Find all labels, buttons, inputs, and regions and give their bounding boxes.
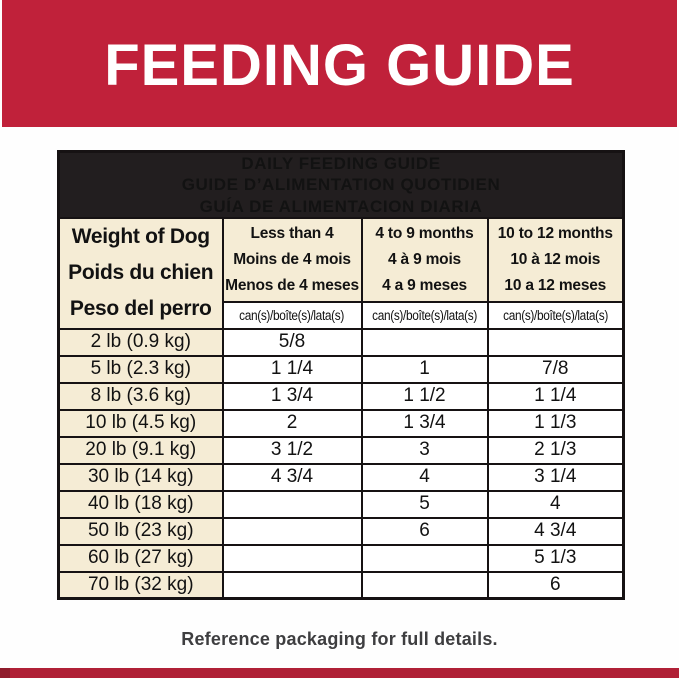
col0-line-es: Menos de 4 meses (225, 276, 359, 294)
weight-cell: 20 lb (9.1 kg) (59, 437, 223, 464)
unit-cell-col2 (488, 302, 624, 329)
table-title-es: GUÍA DE ALIMENTACION DIARIA (199, 196, 483, 216)
col2-line-fr: 10 à 12 mois (510, 250, 601, 268)
weight-cell: 30 lb (14 kg) (59, 464, 223, 491)
weight-cell: 2 lb (0.9 kg) (59, 329, 223, 356)
amount-cell: 1 1/4 (223, 356, 362, 383)
table-title-row (59, 152, 624, 218)
amount-cell: 4 (362, 464, 488, 491)
col0-line-en: Less than 4 (250, 225, 334, 243)
col1-line-fr: 4 à 9 mois (388, 250, 461, 268)
amount-cell (362, 329, 488, 356)
col2-line-es: 10 a 12 meses (504, 276, 607, 294)
table-title-en: DAILY FEEDING GUIDE (241, 154, 441, 173)
amount-cell: 6 (362, 518, 488, 545)
unit-label: can(s)/boîte(s)/lata(s) (239, 307, 345, 323)
feeding-guide-banner (2, 0, 677, 127)
amount-cell: 5 (362, 491, 488, 518)
weight-cell: 8 lb (3.6 kg) (59, 383, 223, 410)
table-row (59, 437, 624, 464)
col-header-4-to-9-months (362, 218, 488, 302)
amount-cell (362, 545, 488, 572)
amount-cell: 2 1/3 (488, 437, 624, 464)
col2-line-en: 10 to 12 months (497, 225, 613, 243)
amount-cell (223, 572, 362, 599)
unit-label: can(s)/boîte(s)/lata(s) (372, 307, 477, 323)
reference-note: Reference packaging for full details. (181, 629, 498, 649)
unit-cell-col1 (362, 302, 488, 329)
weight-header-fr: Poids du chien (68, 261, 214, 285)
amount-cell: 1 3/4 (223, 383, 362, 410)
table-row (59, 410, 624, 437)
amount-cell: 1 3/4 (362, 410, 488, 437)
table-row (59, 572, 624, 599)
col-header-less-than-4-months (223, 218, 362, 302)
amount-cell (223, 491, 362, 518)
weight-cell: 50 lb (23 kg) (59, 518, 223, 545)
daily-feeding-table (57, 150, 625, 600)
table-row (59, 356, 624, 383)
amount-cell: 5 1/3 (488, 545, 624, 572)
col-header-10-to-12-months (488, 218, 624, 302)
table-title-fr: GUIDE D’ALIMENTATION QUOTIDIEN (181, 175, 501, 195)
amount-cell: 4 3/4 (223, 464, 362, 491)
amount-cell: 2 (223, 410, 362, 437)
weight-of-dog-header (59, 218, 223, 329)
col1-line-es: 4 a 9 meses (382, 276, 467, 294)
amount-cell: 7/8 (488, 356, 624, 383)
weight-header-en: Weight of Dog (71, 225, 210, 249)
weight-header-es: Peso del perro (69, 297, 212, 321)
unit-label: can(s)/boîte(s)/lata(s) (502, 307, 608, 323)
amount-cell: 3 1/4 (488, 464, 624, 491)
amount-cell: 4 (488, 491, 624, 518)
amount-cell: 1 1/3 (488, 410, 624, 437)
table-row (59, 518, 624, 545)
amount-cell: 5/8 (223, 329, 362, 356)
amount-cell: 6 (488, 572, 624, 599)
amount-cell: 3 (362, 437, 488, 464)
weight-cell: 60 lb (27 kg) (59, 545, 223, 572)
amount-cell: 1 1/2 (362, 383, 488, 410)
unit-cell-col0 (223, 302, 362, 329)
column-header-row (59, 218, 624, 302)
amount-cell: 1 (362, 356, 488, 383)
table-row (59, 545, 624, 572)
amount-cell (488, 329, 624, 356)
amount-cell (223, 518, 362, 545)
table-title (59, 152, 624, 218)
amount-cell (223, 545, 362, 572)
weight-cell: 5 lb (2.3 kg) (59, 356, 223, 383)
weight-cell: 10 lb (4.5 kg) (59, 410, 223, 437)
red-strip-left-accent (0, 668, 10, 678)
weight-cell: 40 lb (18 kg) (59, 491, 223, 518)
amount-cell: 3 1/2 (223, 437, 362, 464)
bottom-red-strip (0, 668, 679, 678)
table-row (59, 383, 624, 410)
col0-line-fr: Moins de 4 mois (233, 250, 351, 268)
table-row (59, 329, 624, 356)
table-row (59, 491, 624, 518)
amount-cell: 4 3/4 (488, 518, 624, 545)
banner-title: FEEDING GUIDE (104, 33, 575, 98)
col1-line-en: 4 to 9 months (375, 225, 474, 243)
weight-cell: 70 lb (32 kg) (59, 572, 223, 599)
amount-cell (362, 572, 488, 599)
table-row (59, 464, 624, 491)
amount-cell: 1 1/4 (488, 383, 624, 410)
